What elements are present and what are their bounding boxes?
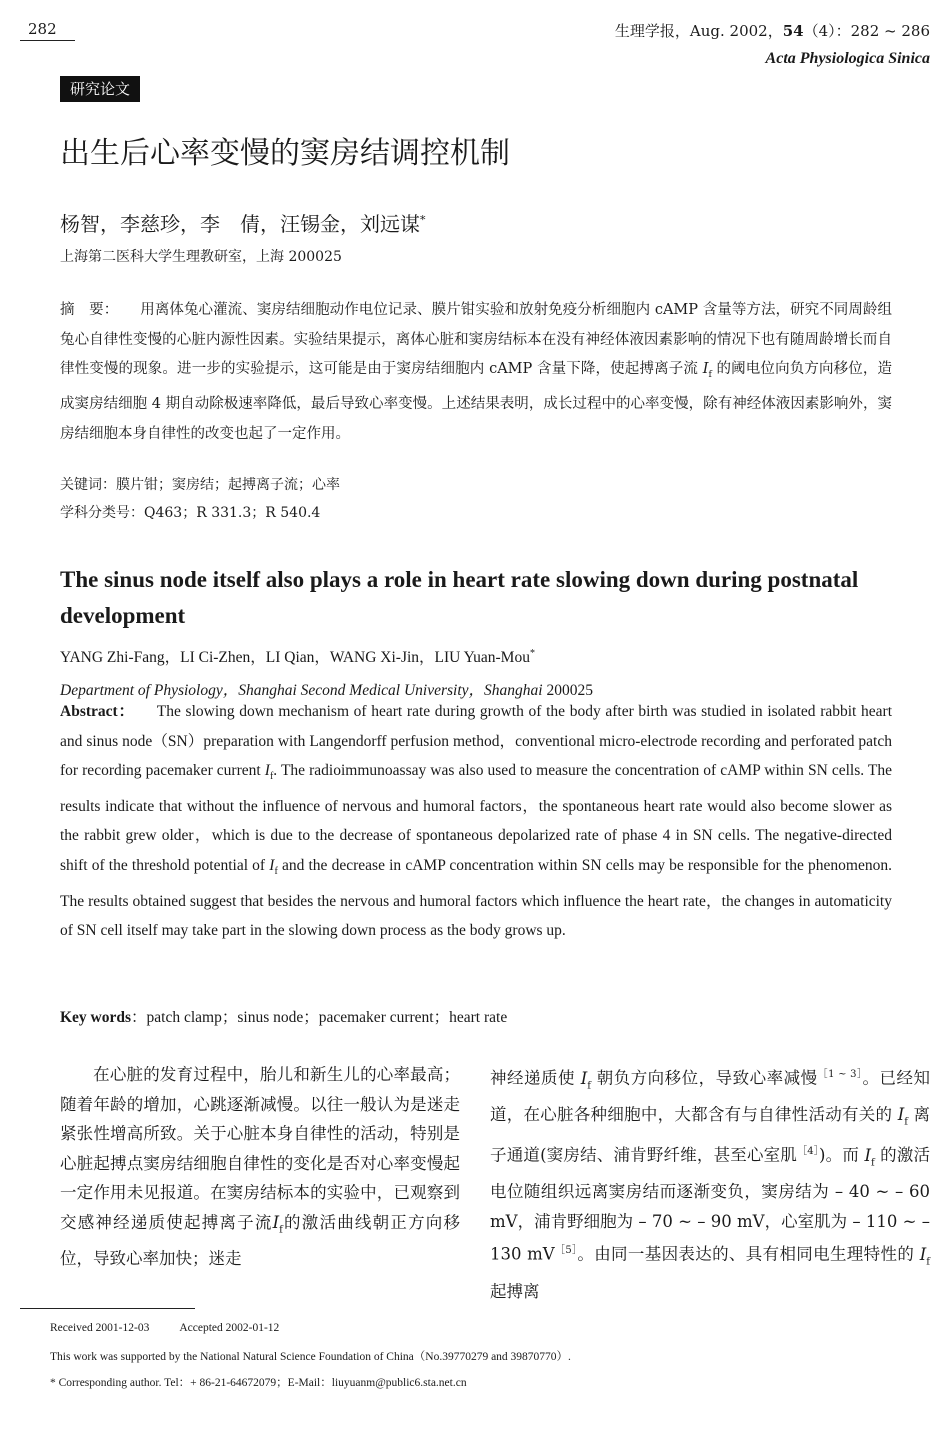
ion-current-body-1 (272, 1212, 283, 1235)
abstract-en-label: Abstract： (60, 703, 135, 720)
keywords-en-text: ：patch clamp；sinus node；pacemaker current；heart rate (131, 1009, 508, 1026)
ion-subscript-body-5: f (926, 1256, 930, 1268)
classification-cn: 学科分类号：Q463；R 331.3；R 540.4 (60, 505, 321, 521)
ion-current-body-3 (897, 1105, 908, 1128)
abstract-cn (60, 296, 892, 449)
affiliation-en-zip: 200025 (546, 682, 593, 699)
body-right-text-c: 。已经知道，在心脏各种细胞中，大都含有与自律性活动有关的 (490, 1068, 931, 1125)
ion-current-en-2 (269, 857, 278, 878)
ion-symbol-en-2: I (269, 857, 275, 875)
affiliation-cn: 上海第二医科大学生理教研室，上海 200025 (60, 249, 342, 265)
body-column-left (60, 1060, 460, 1274)
body-right-text-e: )。而 (819, 1145, 860, 1165)
received-date: Received 2001-12-03 (50, 1322, 150, 1334)
ion-subscript-body-4: f (870, 1156, 875, 1168)
keywords-en (60, 1005, 507, 1027)
accepted-date: Accepted 2002-01-12 (179, 1322, 280, 1334)
journal-citation-suffix: （4）：282 ~ 286 (803, 22, 930, 40)
abstract-en-text-a: The slowing down mechanism of heart rate during growth of the body after birth was studied in isolated rabbit heart and sinus node（SN）preparation with Langendorff perfusion method，conventional micro-electrode recording and perforated patch for recording pacemaker current (60, 703, 892, 780)
body-right-text-b: 朝负方向移位，导致心率减慢 (596, 1068, 818, 1088)
ion-symbol-body-3: I (897, 1105, 905, 1125)
body-left-text-a: 在心脏的发育过程中，胎儿和新生儿的心率最高；随着年龄的增加，心跳逐渐减慢。以往一般认为是迷走紧张性增高所致。关于心脏本身自律性的活动，特别是心脏起搏点窦房结细胞自律性的变化是否对心率变慢起一定作用未见报道。在窦房结标本的实验中，已观察到交感神经递质使起搏离子流 (60, 1065, 460, 1232)
ion-current-body-5 (919, 1244, 930, 1268)
body-column-right (490, 1060, 930, 1306)
ion-symbol-body-4: I (864, 1145, 871, 1165)
ion-symbol-body-5: I (919, 1244, 927, 1264)
paper-title-cn: 出生后心率变慢的窦房结调控机制 (60, 136, 510, 171)
body-right-text-a: 神经递质使 (490, 1068, 575, 1088)
abstract-cn-text-a: 用离体兔心灌流、窦房结细胞动作电位记录、膜片钳实验和放射免疫分析细胞内 cAMP 含量等方法，研究不同周龄组兔心自律性变慢的心脏内源性因素。实验结果提示，离体心脏和窦房结标本在没有神经体液因素影响的情况下也有随周龄增长而自律性变慢的现象。进一步的实验提示，这可能是由于窦房结细胞内 cAMP 含量下降，使起搏离子流 (60, 302, 892, 377)
ion-subscript-body-1: f (279, 1223, 283, 1235)
authors-en-names: YANG Zhi-Fang，LI Ci-Zhen，LI Qian，WANG Xi-Jin，LIU Yuan-Mou (60, 649, 530, 666)
affiliation-en-text: Department of Physiology，Shanghai Second Medical University，Shanghai (60, 682, 543, 699)
journal-volume: 54 (782, 22, 804, 40)
journal-name-en: Acta Physiologica Sinica (765, 50, 930, 67)
ion-symbol: I (702, 361, 709, 377)
ion-subscript: f (708, 369, 712, 380)
page-number: 282 (20, 20, 75, 41)
paper-title-en: The sinus node itself also plays a role in heart rate slowing down during postnatal development (60, 567, 859, 628)
author-list-cn (60, 208, 426, 237)
abstract-en-text-c: and the decrease in cAMP concentration within SN cells may be responsible for the phenomenon. The results obtained suggest that besides the nervous and humoral factors which influence the heart rate，the changes in automaticity of SN cell itself may take part in the slowing down process as the body grows up. (60, 857, 892, 940)
ion-current-body-4 (864, 1145, 875, 1168)
citation-1-3: ［1 ~ 3］ (817, 1069, 863, 1080)
ion-subscript-body-2: f (587, 1079, 591, 1091)
keywords-en-label: Key words (60, 1009, 132, 1026)
body-right-text-d: 离子通道(窦房结、浦肯野纤维，甚至心室肌 (490, 1105, 931, 1165)
ion-subscript-body-3: f (904, 1116, 908, 1128)
ion-current-body-2 (580, 1068, 591, 1091)
section-tag: 研究论文 (60, 76, 140, 102)
journal-citation (615, 20, 930, 41)
abstract-en-text-b: . The radioimmunoassay was also used to measure the concentration of cAMP within SN cells. The results indicate that without the influence of nervous and humoral factors，the spontaneous heart rate would also become slower as the rabbit grew older，which is due to the decrease of spontaneous depolarized rate of phase 4 in SN cells. The negative-directed shift of the threshold potential of (60, 762, 893, 875)
corresponding-mark: * (420, 213, 426, 227)
body-right-text-h: 起搏离 (490, 1281, 540, 1301)
footnote-dates (50, 1322, 279, 1334)
author-list-en (60, 645, 535, 667)
keywords-cn: 关键词：膜片钳；窦房结；起搏离子流；心率 (60, 477, 340, 493)
corresponding-mark-en: * (529, 647, 535, 659)
citation-5: ［5］ (554, 1245, 578, 1257)
body-right-text-f: 的激活电位随组织远离窦房结而逐渐变负，窦房结为 – 40 ~ – 60 mV，浦肯野细胞为 – 70 ~ – 90 mV，心室肌为 – 110 ~ – 130 mV (490, 1145, 931, 1264)
ion-symbol-body-1: I (272, 1212, 280, 1232)
abstract-en (60, 697, 892, 946)
body-right-text-g: 。由同一基因表达的、具有相同电生理特性的 (577, 1244, 915, 1264)
authors-cn-names: 杨智，李慈珍，李 倩，汪锡金，刘远谋 (60, 212, 420, 236)
body-left-text-b: 的激活曲线朝正方向移位，导致心率加快；迷走 (60, 1212, 461, 1269)
footnote-corresponding: * Corresponding author. Tel：+ 86-21-64672079；E-Mail：liuyuanm@public6.sta.net.cn (50, 1377, 467, 1389)
ion-subscript-en: f (269, 771, 274, 783)
footnote-divider (20, 1308, 195, 1309)
abstract-cn-text-b: 的阈电位向负方向移位，造成窦房结细胞 4 期自动除极速率降低，最后导致心率变慢。上述结果表明，成长过程中的心率变慢，除有神经体液因素影响外，窦房结细胞本身自律性的改变也起了一定作用。 (60, 361, 892, 442)
footnote-funding: This work was supported by the National Natural Science Foundation of China（No.39770279 and 39870770）. (50, 1351, 571, 1363)
citation-4: ［4］ (797, 1146, 819, 1158)
journal-citation-prefix: 生理学报，Aug. 2002， (614, 22, 783, 40)
ion-subscript-en-2: f (274, 866, 278, 878)
abstract-cn-label: 摘 要： (60, 302, 119, 318)
ion-symbol-body-2: I (580, 1068, 588, 1088)
ion-symbol-en: I (264, 762, 270, 780)
